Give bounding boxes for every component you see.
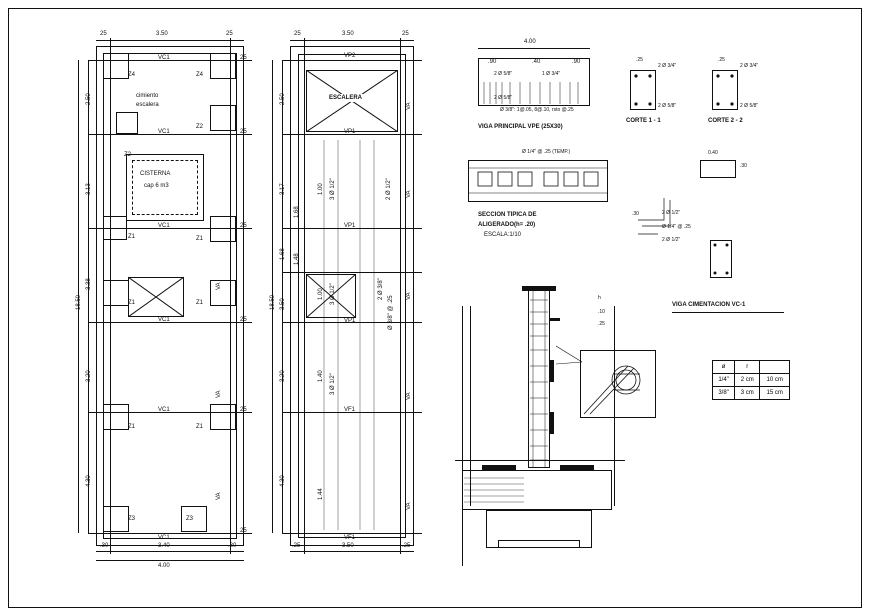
plan1-footing-z3-right: [181, 506, 207, 532]
plan2-bottom-dimline: [290, 551, 414, 552]
corte1-bars: [630, 70, 656, 110]
plan2-leftdim-1: 3.17: [280, 183, 286, 195]
plan1-axis-6: [88, 533, 252, 534]
plan1-escalera-label: escalera: [136, 102, 159, 108]
plan2-rebar-d: 2 Ø 1/2": [386, 178, 392, 200]
aligerado-title-1: SECCION TIPICA DE: [478, 212, 537, 218]
plan2-escalera-label: ESCALERA: [329, 95, 363, 101]
column-dim-h: h: [598, 295, 601, 301]
plan2-botdim-1: 3.50: [342, 543, 354, 549]
plan2-va-4: VA: [406, 392, 412, 400]
beam-title: VIGA PRINCIPAL VPE (25X30): [478, 124, 563, 130]
plan2-vp1-2: VP1: [344, 223, 356, 229]
corte1-rebar-top: 2 Ø 3/4": [658, 63, 677, 69]
vc1-rebar-top: 2 Ø 1/2": [662, 210, 681, 216]
plan1-leftdim-3: 3.20: [86, 370, 92, 382]
plan2-axis-7: [282, 533, 422, 534]
beam-rebar-top: 2 Ø 5/8": [494, 71, 513, 77]
column-mark-a: [550, 318, 560, 321]
plan1-bottotal: 4.00: [158, 563, 170, 569]
plan1-bottom-dimline-2: [96, 560, 244, 561]
plan1-footing-z3-left: [103, 506, 129, 532]
plan2-topdim-1: 3.50: [342, 31, 354, 37]
hook-detail-icon: [634, 190, 682, 244]
plan1-slab-cross: [128, 277, 184, 317]
plan2-va-2: VA: [406, 190, 412, 198]
plan1-rightdim-1: 25: [240, 129, 247, 135]
plan1-stair-block: [116, 112, 138, 134]
beam-rebar-bot: 2 Ø 5/8": [494, 95, 513, 101]
vc1-stirrup: Ø 1/4" @ .25: [662, 224, 691, 230]
aligerado-title-2: ALIGERADO(h= .20): [478, 222, 536, 228]
plan2-topdim-0: 25: [294, 31, 301, 37]
table-header-row: [713, 361, 790, 374]
plan2-leftdim-2: 1.68: [280, 248, 286, 260]
vc1-title-underline: [672, 312, 784, 313]
plan1-rightdim-0: 25: [240, 55, 247, 61]
plan1-leftdim-2: 3.38: [86, 278, 92, 290]
beam-stirrups: [480, 82, 588, 104]
plan2-topdim-2: 25: [402, 31, 409, 37]
plan1-footing-z1-f: [210, 404, 236, 430]
plan2-rebar-f: Ø 3/8" @ .25: [388, 295, 394, 330]
column-dim-25: .25: [598, 321, 605, 327]
beam-stirrup-note: Ø 3/8": 1@.05, 8@.10, rsto @.25: [500, 107, 574, 113]
plan2-va-5: VA: [406, 502, 412, 510]
plan1-leftdim-4: 4.30: [86, 475, 92, 487]
corte1-rebar-bot: 2 Ø 5/8": [658, 103, 677, 109]
beam-top-dim: 4.00: [524, 39, 536, 45]
plan1-z1-label-f: Z1: [196, 424, 204, 430]
plan1-rightdim-3: 25: [240, 317, 247, 323]
plan1-lefttotal: 18.50: [76, 294, 82, 310]
plan2-joists: [298, 140, 406, 530]
footing-band-1: [482, 465, 516, 470]
plan1-z1-label-c: Z1: [128, 300, 136, 306]
plan2-rebar-e: 2 Ø 3/8": [378, 278, 384, 300]
plan2-dim-c: 1.40: [318, 370, 324, 382]
table-row: [713, 374, 790, 387]
plan1-topdim-1: 3.50: [156, 31, 168, 37]
table-header-0: ø: [713, 361, 735, 374]
table-cell-1-0: 3/8": [713, 387, 735, 400]
table-header-1: r: [735, 361, 760, 374]
plan2-vp1-1: VP1: [344, 129, 356, 135]
plan1-z3-left-label: Z3: [128, 516, 136, 522]
footing-ref-left2: [470, 306, 471, 506]
vc1-width: .30: [740, 163, 747, 169]
plan1-va-3: VA: [216, 492, 222, 500]
plan1-left-dimline: [88, 60, 89, 533]
plan2-botdim-0: .25: [292, 543, 301, 549]
plan1-rightdim-4: 25: [240, 407, 247, 413]
plan1-botdim-1: 3.40: [158, 543, 170, 549]
corte2-title: CORTE 2 - 2: [708, 118, 743, 124]
plan1-leftdim-1: 3.13: [86, 183, 92, 195]
plan1-z3-right-label: Z3: [186, 516, 194, 522]
aligerado-note: Ø 1/4" @ .25 (TEMP.): [522, 149, 571, 155]
plan2-vp2: VP2: [344, 53, 356, 59]
plan1-footing-z2-right: [210, 105, 236, 131]
vc1-plan-box: [700, 160, 736, 178]
plan1-cisterna-cap: cap 6 m3: [144, 183, 169, 189]
plan2-dim-e: 1.68: [294, 206, 300, 218]
plan1-vc1-4: VC1: [158, 317, 170, 323]
table-cell-0-0: 1/4": [713, 374, 735, 387]
vc1-title: VIGA CIMENTACION VC-1: [672, 302, 746, 308]
plan1-topdim-2: 25: [226, 31, 233, 37]
plan2-dim-d: 1.44: [318, 488, 324, 500]
plan1-va-1: VA: [216, 282, 222, 290]
vc1-dim: 0.40: [708, 150, 718, 156]
plan2-dim-a: 1.00: [318, 183, 324, 195]
plan1-z1-label-e: Z1: [128, 424, 136, 430]
plan1-rightdim-5: 25: [240, 528, 247, 534]
plan1-z2-label2: Z2: [124, 152, 132, 158]
plan2-rebar-a: 3 Ø 1/2": [330, 178, 336, 200]
plan1-footing-z1-a: [103, 216, 127, 240]
plan2-vf1-2: VF1: [344, 535, 356, 541]
plan2-vp1-3: VP1: [344, 318, 356, 324]
plan1-vc1-5: VC1: [158, 407, 170, 413]
plan1-z2-label: Z2: [196, 124, 204, 130]
corte2-rebar-top: 2 Ø 3/4": [740, 63, 759, 69]
plan2-va-1: VA: [406, 102, 412, 110]
plan2-lefttotal: 18.50: [270, 294, 276, 310]
plan2-rebar-b: 3 Ø 1/2": [330, 283, 336, 305]
plan2-dim-f: 1.48: [294, 253, 300, 265]
plan1-leftdim-0: 2.50: [86, 93, 92, 105]
plan1-topdim-0: 25: [100, 31, 107, 37]
plan2-leftdim-5: 4.30: [280, 475, 286, 487]
column-mark-c: [550, 412, 554, 434]
plan2-dim-b: 1.00: [318, 288, 324, 300]
plan1-axis-4: [88, 322, 252, 323]
plan2-vf1-1: VF1: [344, 407, 356, 413]
table-cell-0-2: 10 cm: [760, 374, 790, 387]
plan1-botdim-0: .30: [100, 543, 109, 549]
plan1-z1-label-b: Z1: [196, 236, 204, 242]
plan2-leftdim-0: 2.50: [280, 93, 286, 105]
column-dim-10: .10: [598, 309, 605, 315]
footing-ref-top: [455, 460, 625, 461]
plan1-va-2: VA: [216, 390, 222, 398]
table-cell-1-2: 15 cm: [760, 387, 790, 400]
plan1-rightdim-2: 25: [240, 223, 247, 229]
plan2-leftdim-4: 3.20: [280, 370, 286, 382]
plan1-footing-z1-e: [103, 404, 129, 430]
plan1-footing-z1-b: [210, 216, 236, 242]
plan1-footing-z1-c: [103, 280, 129, 306]
corte2-dim: .25: [718, 57, 725, 63]
beam-seg-1: .40: [532, 59, 541, 65]
plan2-leftdim-3: 3.50: [280, 298, 286, 310]
footing-band-2: [560, 465, 594, 470]
beam-rebar-mid: 1 Ø 3/4": [542, 71, 561, 77]
plan1-top-dimline: [96, 40, 244, 41]
plan1-cisterna-label: CISTERNA: [140, 171, 171, 177]
plan1-footing-z1-d: [210, 280, 236, 306]
aligerado-scale: ESCALA:1/10: [484, 232, 522, 238]
plan1-z4-left-label: Z4: [128, 72, 136, 78]
plan1-axis-2: [88, 134, 252, 135]
plan1-cimiento-label: cimiento: [136, 93, 159, 99]
plan1-z4-right-label: Z4: [196, 72, 204, 78]
vc1-section-bars: [710, 240, 732, 278]
beam-seg-0: .90: [488, 59, 497, 65]
table-header-2: [760, 361, 790, 374]
column-top-cap: [522, 286, 556, 291]
plan1-vc1-3: VC1: [158, 223, 170, 229]
corte1-title: CORTE 1 - 1: [626, 118, 661, 124]
corte2-bars: [712, 70, 738, 110]
table-cell-1-1: 3 cm: [735, 387, 760, 400]
corte2-rebar-bot: 2 Ø 5/8": [740, 103, 759, 109]
plan1-z1-label-d: Z1: [196, 300, 204, 306]
corner-leader: [556, 342, 596, 382]
plan2-top-dimline: [290, 40, 414, 41]
footing-ref-left: [462, 306, 463, 566]
plan1-footing-z4-left: [103, 53, 129, 79]
plan1-vc1-6: VC1: [158, 535, 170, 541]
plan2-botdim-2: .25: [402, 543, 411, 549]
plan1-vc1-1: VC1: [158, 55, 170, 61]
vc1-rebar-bot: 2 Ø 1/2": [662, 237, 681, 243]
footing-hatch: [464, 472, 524, 508]
plan1-footing-z4-right: [210, 53, 236, 79]
corte1-dim: .25: [636, 57, 643, 63]
plan1-z1-label-a: Z1: [128, 234, 136, 240]
plan2-left-dimline: [282, 60, 283, 533]
column-mark-b: [550, 360, 554, 382]
plan2-rebar-c: 3 Ø 1/2": [330, 373, 336, 395]
plan1-bottom-dimline: [96, 551, 244, 552]
table-cell-0-1: 2 cm: [735, 374, 760, 387]
column-rebar: [528, 286, 550, 468]
footing-solado: [498, 540, 580, 548]
hook-dim-1: .30: [632, 211, 639, 217]
beam-top-dimline: [478, 48, 590, 49]
aligerado-voids: [468, 160, 608, 202]
plan2-axis-1: [282, 60, 422, 61]
plan1-vc1-2: VC1: [158, 129, 170, 135]
table-row: [713, 387, 790, 400]
rebar-cover-table: [712, 360, 790, 400]
beam-seg-2: .90: [572, 59, 581, 65]
plan2-va-3: VA: [406, 292, 412, 300]
plan1-botdim-2: .30: [228, 543, 237, 549]
